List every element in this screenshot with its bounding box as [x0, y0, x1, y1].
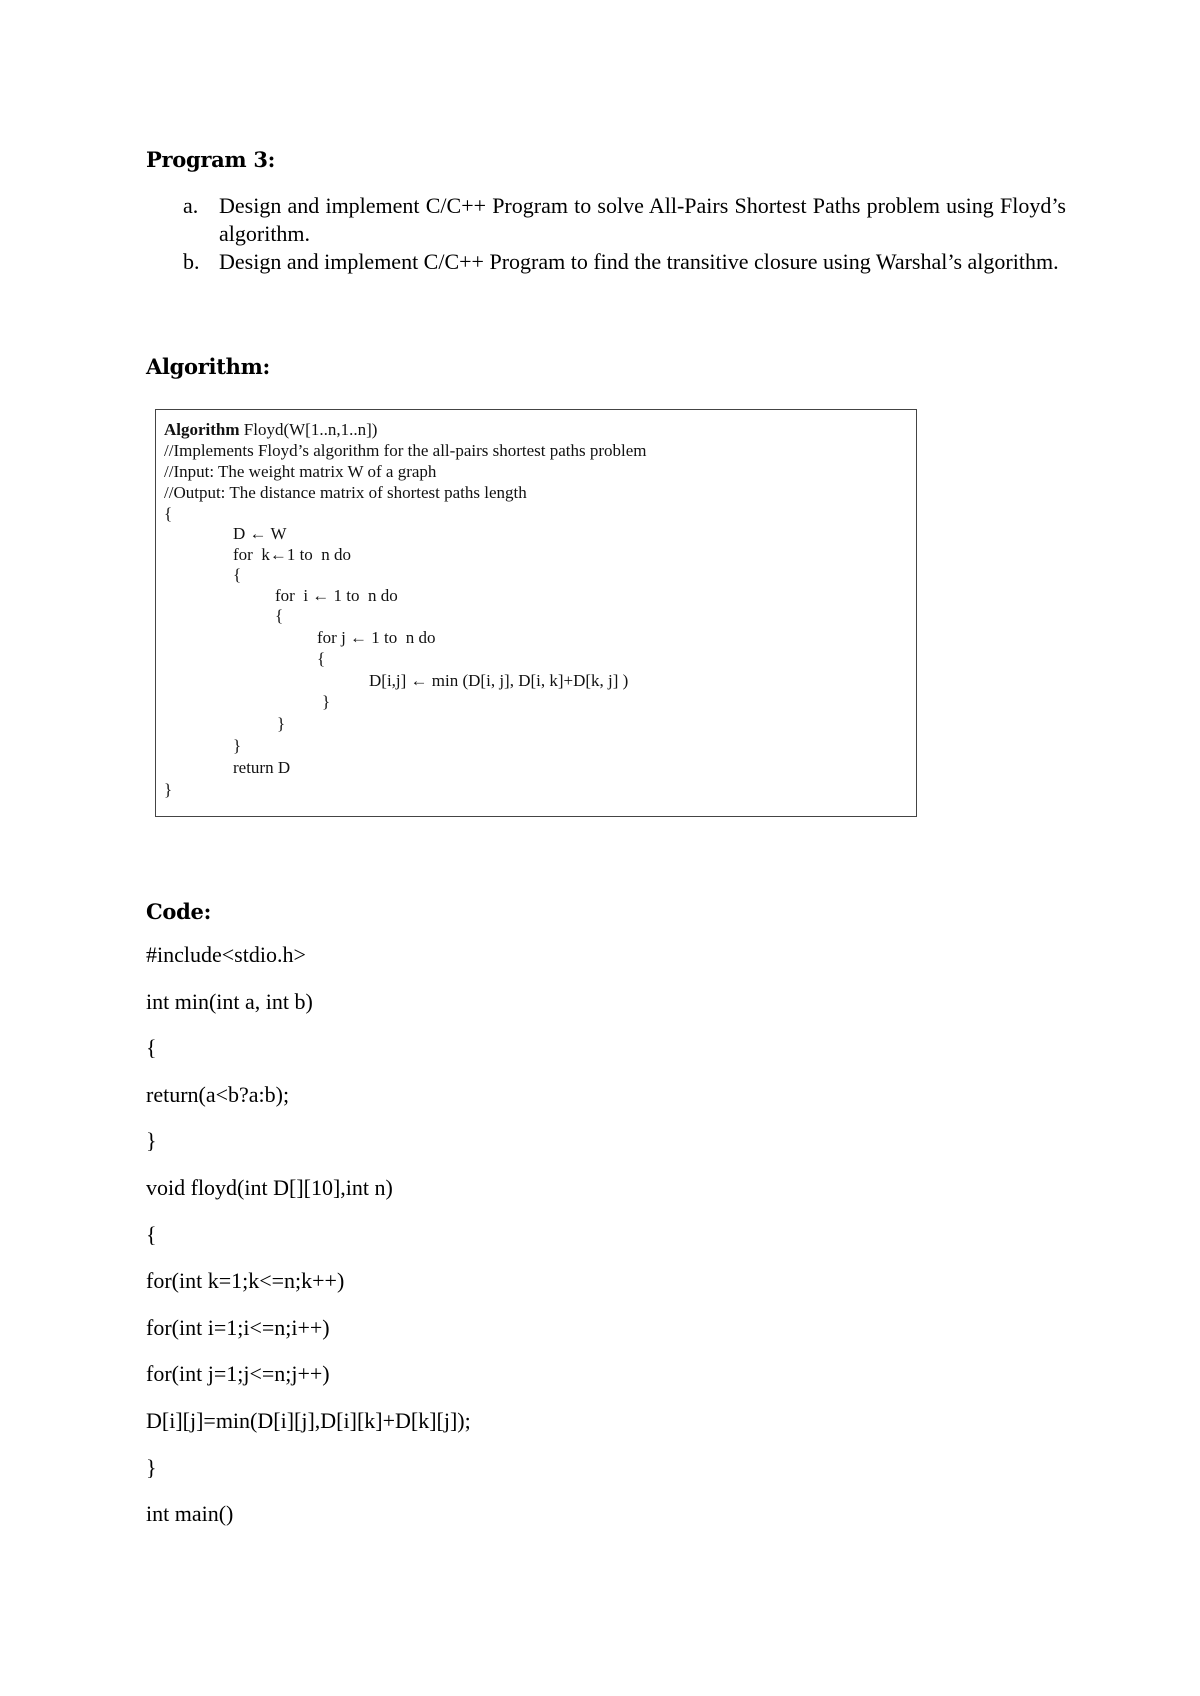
algorithm-loop: for k←1 to n do — [233, 545, 352, 564]
code-line: { — [146, 1221, 157, 1247]
task-marker: a. — [183, 193, 199, 218]
task-list — [146, 192, 1066, 276]
algorithm-brace: } — [277, 714, 286, 733]
code-line: } — [146, 1454, 157, 1480]
code-line: for(int i=1;i<=n;i++) — [146, 1314, 330, 1340]
algorithm-figure — [155, 409, 917, 817]
algorithm-statement: D[i,j] ← min (D[i, j], D[i, k]+D[k, j] ) — [369, 671, 629, 690]
algorithm-brace: } — [164, 780, 173, 799]
algorithm-name: Floyd(W[1..n,1..n]) — [239, 420, 378, 439]
code-line: for(int j=1;j<=n;j++) — [146, 1361, 330, 1387]
algorithm-brace: { — [275, 606, 284, 625]
program-heading: Program 3: — [146, 147, 276, 172]
algorithm-brace: } — [322, 692, 331, 711]
algorithm-brace: { — [317, 649, 326, 668]
algorithm-signature — [164, 420, 377, 440]
code-line: D[i][j]=min(D[i][j],D[i][k]+D[k][j]); — [146, 1407, 471, 1433]
task-item — [146, 248, 1066, 276]
algorithm-heading: Algorithm: — [146, 354, 270, 379]
algorithm-comment: //Output: The distance matrix of shortest paths length — [164, 483, 527, 502]
code-line: #include<stdio.h> — [146, 942, 306, 967]
task-text: Design and implement C/C++ Program to find the transitive closure using Warshal’s algorithm. — [219, 249, 1059, 274]
algorithm-brace: { — [164, 504, 173, 523]
code-heading: Code: — [146, 899, 212, 924]
algorithm-keyword: Algorithm — [164, 420, 240, 439]
code-line: int main() — [146, 1501, 234, 1527]
task-text: Design and implement C/C++ Program to solve All-Pairs Shortest Paths problem using Floyd’s algorithm. — [219, 193, 1066, 246]
algorithm-brace: } — [233, 736, 242, 755]
algorithm-statement: D ← W — [233, 524, 287, 543]
algorithm-brace: { — [233, 565, 242, 584]
code-line: int min(int a, int b) — [146, 988, 313, 1014]
task-item — [146, 192, 1066, 248]
code-line: { — [146, 1035, 157, 1061]
code-block — [146, 941, 471, 1547]
code-line: return(a<b?a:b); — [146, 1081, 290, 1107]
code-line: void floyd(int D[][10],int n) — [146, 1174, 393, 1200]
code-line: } — [146, 1128, 157, 1154]
task-marker: b. — [183, 249, 200, 274]
algorithm-comment: //Implements Floyd’s algorithm for the all-pairs shortest paths problem — [164, 441, 647, 460]
algorithm-statement: return D — [233, 758, 291, 777]
code-line: for(int k=1;k<=n;k++) — [146, 1268, 345, 1294]
algorithm-comment: //Input: The weight matrix W of a graph — [164, 462, 437, 481]
algorithm-loop: for i ← 1 to n do — [275, 586, 398, 605]
algorithm-loop: for j ← 1 to n do — [317, 628, 436, 647]
